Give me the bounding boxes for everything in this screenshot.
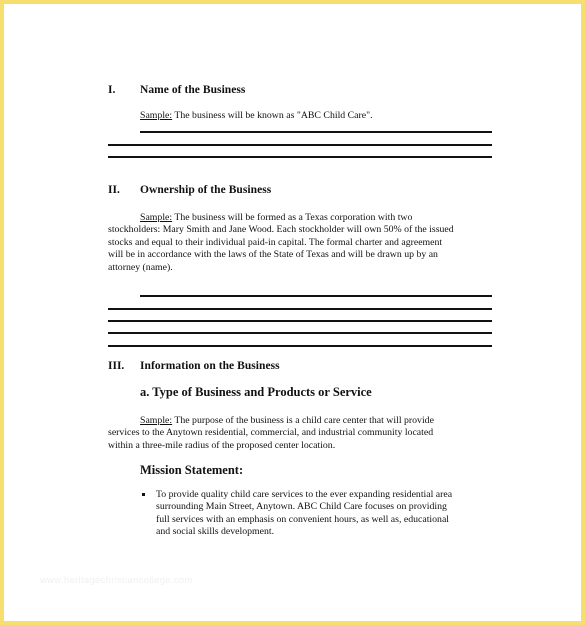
fill-in-line [108,144,492,146]
section-2-title: Ownership of the Business [140,184,272,196]
fill-in-line [108,320,492,322]
section-2-numeral: II. [108,184,120,196]
paragraph-line: attorney (name). [108,261,173,273]
section-3-title: Information on the Business [140,360,280,372]
document-page [4,4,581,621]
paragraph-line: stockholders: Mary Smith and Jane Wood. Each stockholder will own 50% of the issued [108,224,454,236]
paragraph-line: services to the Anytown residential, commercial, and industrial community located [108,427,434,439]
paragraph-line: stocks and equal to their individual paid-in capital. The formal charter and agreement [108,236,443,248]
sample-label: Sample: [140,212,173,223]
paragraph-line: The purpose of the business is a child care center that will provide [172,415,434,426]
bullet-line: full services with an emphasis on convenient hours, as well as, educational [156,513,450,525]
sample-text: The business will be known as "ABC Child Care". [172,110,373,121]
fill-in-line [108,345,492,347]
bullet-icon [142,493,145,496]
paragraph-line: The business will be formed as a Texas corporation with two [172,212,413,223]
bullet-line: and social skills development. [156,526,275,538]
fill-in-line [108,332,492,334]
section-3-numeral: III. [108,360,125,372]
fill-in-line [140,295,492,297]
sample-label: Sample: [140,110,173,121]
section-2-sample [108,212,508,274]
sample-label: Sample: [140,415,173,426]
mission-statement-heading: Mission Statement: [140,463,244,477]
bullet-line: To provide quality child care services to the ever expanding residential area [156,489,453,500]
section-1-sample [140,110,373,122]
section-3-sample [108,415,508,452]
mission-bullet [156,489,516,539]
paragraph-line: within a three-mile radius of the proposed center location. [108,439,336,451]
watermark: www.heritagechristiancollege.com [40,575,193,586]
paragraph-line: will be in accordance with the laws of the State of Texas and will be drawn up by an [108,249,438,261]
subsection-heading: a. Type of Business and Products or Service [140,385,372,399]
fill-in-line [108,308,492,310]
fill-in-line [140,131,492,133]
section-1-numeral: I. [108,84,116,96]
fill-in-line [108,156,492,158]
bullet-line: surrounding Main Street, Anytown. ABC Child Care focuses on providing [156,501,447,513]
section-1-title: Name of the Business [140,84,246,96]
